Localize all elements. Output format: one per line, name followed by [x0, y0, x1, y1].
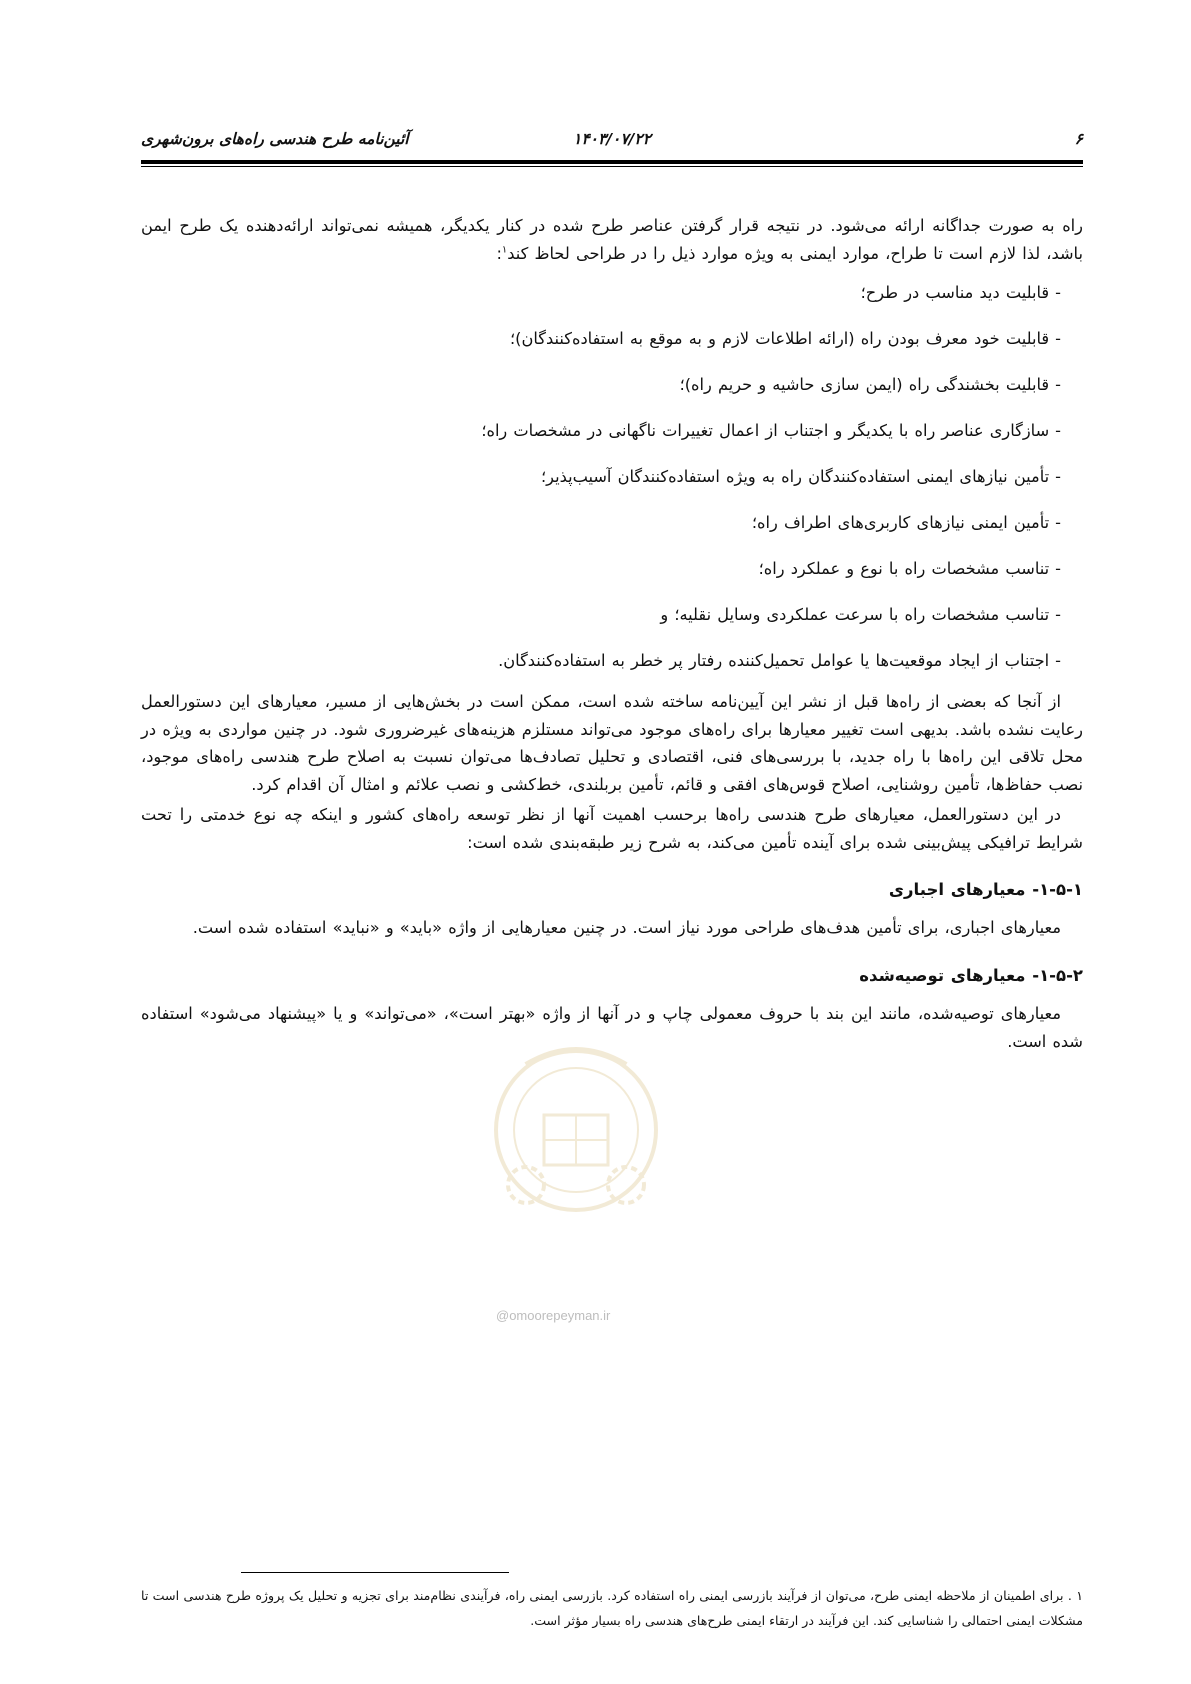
list-item: [141, 316, 1061, 362]
running-header: [141, 130, 1083, 156]
header-rule-thick: [141, 160, 1083, 164]
list-item: [141, 362, 1061, 408]
list-item-text: قابلیت دید مناسب در طرح؛: [860, 283, 1050, 303]
list-dash: -: [1055, 559, 1061, 579]
list-item: [141, 270, 1061, 316]
section-heading-recommended: ۱-۵-۲- معیارهای توصیه‌شده: [859, 965, 1083, 985]
list-dash: -: [1055, 513, 1061, 533]
header-date: ۱۴۰۳/۰۷/۲۲: [573, 130, 651, 148]
intro-text: راه به صورت جداگانه ارائه می‌شود. در نتیجه قرار گرفتن عناصر طرح شده در کنار یکدیگر، همیشه نمی‌تواند ارائه‌دهنده یک طرح ایمن باشد، لذا لازم است تا طراح، موارد ایمنی به ویژه موارد ذیل را در طراحی لحاظ کند: [141, 216, 1083, 263]
list-item: [141, 546, 1061, 592]
footnote: ۱ . برای اطمینان از ملاحظه ایمنی طرح، می‌توان از فرآیند بازرسی ایمنی راه استفاده کرد. بازرسی ایمنی راه، فرآیندی نظام‌مند برای تجزیه و تحلیل یک پروژه طرح هندسی است تا مشکلات ایمنی احتمالی را شناسایی کند. این فرآیند در ارتقاء ایمنی طرح‌های هندسی راه بسیار مؤثر است.: [141, 1588, 1083, 1628]
list-dash: -: [1055, 329, 1061, 349]
body-text: [141, 212, 1083, 1058]
section-heading-mandatory: ۱-۵-۱- معیارهای اجباری: [888, 880, 1083, 900]
footnote-reference: ۱: [501, 244, 508, 256]
bullet-list: [141, 270, 1083, 684]
list-dash: -: [1055, 283, 1061, 303]
list-item-text: تأمین نیازهای ایمنی استفاده‌کنندگان راه به ویژه استفاده‌کنندگان آسیب‌پذیر؛: [541, 467, 1050, 487]
list-item: [141, 500, 1061, 546]
list-dash: -: [1055, 421, 1061, 441]
header-rule-thin: [141, 166, 1083, 167]
paragraph-existing-roads: از آنجا که بعضی از راه‌ها قبل از نشر این آیین‌نامه ساخته شده است، ممکن است در بخش‌هایی از مسیر، معیارهای این دستورالعمل رعایت نشده باشد. بدیهی است تغییر معیارها برای راه‌های موجود می‌تواند مستلزم هزینه‌های غیرضروری شود. در چنین مواردی به ویژه در محل تلاقی این راه‌ها با راه جدید، با بررسی‌های فنی، اقتصادی و تحلیل تصادف‌ها می‌توان نسبت به اصلاح طرح هندسی راه‌های موجود، نصب حفاظ‌ها، تأمین روشنایی، اصلاح قوس‌های افقی و قائم، تأمین بربلندی، خط‌کشی و نصب علائم و امثال آن اقدام کرد.: [141, 692, 1083, 794]
list-item: [141, 592, 1061, 638]
intro-tail: :: [496, 243, 502, 263]
paragraph-classification: در این دستورالعمل، معیارهای طرح هندسی راه‌ها برحسب اهمیت آنها از نظر توسعه راه‌های کشور و اینکه چه نوع خدمتی را تحت شرایط ترافیکی پیش‌بینی شده برای آینده تأمین می‌کند، به شرح زیر طبقه‌بندی شده است:: [141, 805, 1083, 852]
list-item: [141, 638, 1061, 684]
list-item-text: سازگاری عناصر راه با یکدیگر و اجتناب از اعمال تغییرات ناگهانی در مشخصات راه؛: [481, 421, 1050, 441]
book-title: آئین‌نامه طرح هندسی راه‌های برون‌شهری: [141, 130, 409, 148]
intro-paragraph: [141, 212, 1083, 267]
watermark-seal: [486, 1035, 666, 1265]
list-item-text: اجتناب از ایجاد موقعیت‌ها یا عوامل تحمیل‌کننده رفتار پر خطر به استفاده‌کنندگان.: [498, 651, 1050, 671]
list-dash: -: [1055, 605, 1061, 625]
list-item: [141, 454, 1061, 500]
list-dash: -: [1055, 651, 1061, 671]
watermark-url: @omoorepeyman.ir: [496, 1308, 611, 1323]
page-number: ۶: [1074, 130, 1083, 148]
section-text-mandatory: معیارهای اجباری، برای تأمین هدف‌های طراحی مورد نیاز است. در چنین معیارهایی از واژه «باید» و «نباید» استفاده شده است.: [192, 918, 1061, 938]
list-dash: -: [1055, 375, 1061, 395]
section-text-recommended: معیارهای توصیه‌شده، مانند این بند با حروف معمولی چاپ و در آنها از واژه «بهتر است»، «می‌تواند» و یا «پیشنهاد می‌شود» استفاده شده است.: [141, 1004, 1083, 1051]
footnote-rule: [241, 1572, 509, 1573]
list-dash: -: [1055, 467, 1061, 487]
list-item-text: تأمین ایمنی نیازهای کاربری‌های اطراف راه؛: [751, 513, 1050, 533]
list-item: [141, 408, 1061, 454]
list-item-text: تناسب مشخصات راه با نوع و عملکرد راه؛: [758, 559, 1050, 579]
list-item-text: تناسب مشخصات راه با سرعت عملکردی وسایل نقلیه؛ و: [660, 605, 1050, 625]
list-item-text: قابلیت بخشندگی راه (ایمن سازی حاشیه و حریم راه)؛: [679, 375, 1050, 395]
list-item-text: قابلیت خود معرف بودن راه (ارائه اطلاعات لازم و به موقع به استفاده‌کنندگان)؛: [510, 329, 1050, 349]
